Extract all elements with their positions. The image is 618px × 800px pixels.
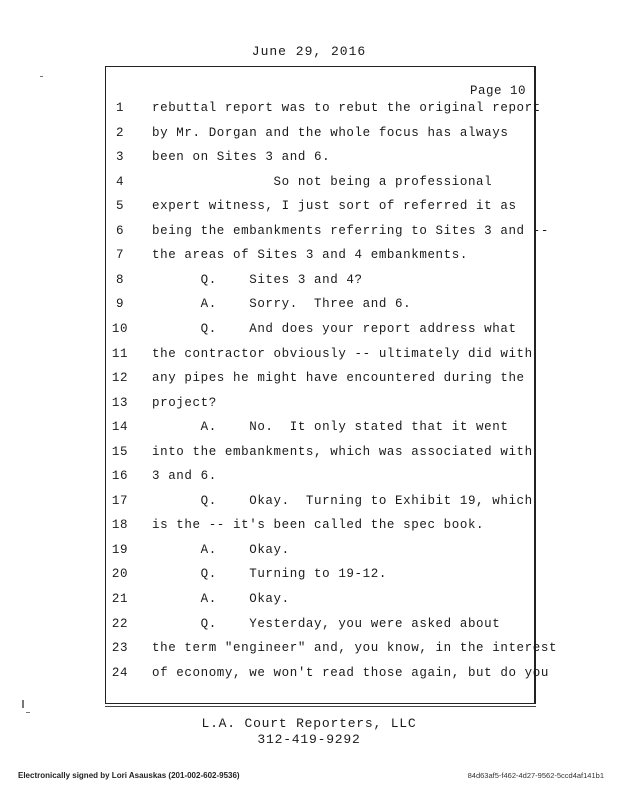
line-text: any pipes he might have encountered during the bbox=[152, 371, 525, 386]
page-number: Page 10 bbox=[469, 84, 526, 98]
transcript-line bbox=[0, 592, 618, 612]
line-text: of economy, we won't read those again, but do you bbox=[152, 665, 549, 680]
line-number: 8 bbox=[115, 272, 125, 287]
line-number: 6 bbox=[115, 223, 125, 238]
transcript-line bbox=[0, 567, 618, 587]
line-text: Q. And does your report address what bbox=[152, 321, 517, 336]
transcript-line bbox=[0, 543, 618, 563]
line-text: Q. Yesterday, you were asked about bbox=[152, 616, 501, 631]
document-id: 84d63af5-f462-4d27-9562-5ccd4af141b1 bbox=[467, 771, 604, 780]
transcript-date: June 29, 2016 bbox=[251, 44, 367, 59]
line-text: Q. Okay. Turning to Exhibit 19, which bbox=[152, 493, 533, 508]
transcript-line bbox=[0, 150, 618, 170]
line-text: is the -- it's been called the spec book. bbox=[152, 518, 485, 533]
transcript-line bbox=[0, 248, 618, 268]
transcript-line bbox=[0, 175, 618, 195]
line-number: 14 bbox=[111, 420, 129, 435]
line-number: 18 bbox=[111, 518, 129, 533]
transcript-line bbox=[0, 518, 618, 538]
transcript-line bbox=[0, 126, 618, 146]
line-text: by Mr. Dorgan and the whole focus has always bbox=[152, 125, 509, 140]
transcript-line bbox=[0, 617, 618, 637]
frame-bottom-border bbox=[105, 706, 536, 707]
line-number: 15 bbox=[111, 444, 129, 459]
line-number: 22 bbox=[111, 616, 129, 631]
line-number: 12 bbox=[111, 371, 129, 386]
line-number: 24 bbox=[111, 665, 129, 680]
line-text: into the embankments, which was associated with bbox=[152, 444, 533, 459]
line-number: 16 bbox=[111, 469, 129, 484]
transcript-line bbox=[0, 347, 618, 367]
line-number: 3 bbox=[115, 150, 125, 165]
line-number: 23 bbox=[111, 641, 129, 656]
line-text: been on Sites 3 and 6. bbox=[152, 150, 331, 165]
transcript-line bbox=[0, 297, 618, 317]
line-number: 11 bbox=[111, 346, 129, 361]
transcript-line bbox=[0, 469, 618, 489]
line-text: Q. Turning to 19-12. bbox=[152, 567, 387, 582]
line-text: the term "engineer" and, you know, in the interest bbox=[152, 641, 558, 656]
line-text: project? bbox=[152, 395, 217, 410]
court-reporter-phone: 312-419-9292 bbox=[257, 732, 361, 747]
scan-speck bbox=[40, 76, 43, 77]
transcript-line bbox=[0, 396, 618, 416]
transcript-line bbox=[0, 101, 618, 121]
line-number: 20 bbox=[111, 567, 129, 582]
line-text: So not being a professional bbox=[152, 174, 493, 189]
line-number: 19 bbox=[111, 542, 129, 557]
line-text: being the embankments referring to Sites 3 and -- bbox=[152, 223, 549, 238]
transcript-line bbox=[0, 322, 618, 342]
line-number: 4 bbox=[115, 174, 125, 189]
line-number: 1 bbox=[115, 101, 125, 115]
transcript-line bbox=[0, 273, 618, 293]
court-reporter-name: L.A. Court Reporters, LLC bbox=[201, 716, 417, 731]
line-number: 7 bbox=[115, 248, 125, 263]
line-text: the areas of Sites 3 and 4 embankments. bbox=[152, 248, 468, 263]
scan-speck bbox=[22, 700, 24, 708]
line-text: A. No. It only stated that it went bbox=[152, 420, 509, 435]
line-number: 10 bbox=[111, 321, 129, 336]
line-text: Q. Sites 3 and 4? bbox=[152, 272, 363, 287]
line-number: 2 bbox=[115, 125, 125, 140]
line-number: 21 bbox=[111, 592, 129, 606]
scan-speck bbox=[26, 712, 30, 713]
line-text: the contractor obviously -- ultimately did with bbox=[152, 346, 533, 361]
line-text: 3 and 6. bbox=[152, 469, 217, 484]
line-text: A. Sorry. Three and 6. bbox=[152, 297, 412, 312]
line-number: 17 bbox=[111, 493, 129, 508]
line-text: expert witness, I just sort of referred it as bbox=[152, 199, 517, 214]
transcript-line bbox=[0, 199, 618, 219]
line-number: 5 bbox=[115, 199, 125, 214]
transcript-line bbox=[0, 371, 618, 391]
transcript-line bbox=[0, 494, 618, 514]
line-text: A. Okay. bbox=[152, 592, 290, 606]
transcript-line bbox=[0, 420, 618, 440]
transcript-line bbox=[0, 641, 618, 661]
line-text: A. Okay. bbox=[152, 542, 290, 557]
line-number: 9 bbox=[115, 297, 125, 312]
transcript-line bbox=[0, 445, 618, 465]
electronic-signature-note: Electronically signed by Lori Asauskas (201-002-602-9536) bbox=[18, 771, 240, 780]
line-text: rebuttal report was to rebut the original report bbox=[152, 101, 541, 115]
transcript-line bbox=[0, 666, 618, 686]
transcript-line bbox=[0, 224, 618, 244]
line-number: 13 bbox=[111, 395, 129, 410]
